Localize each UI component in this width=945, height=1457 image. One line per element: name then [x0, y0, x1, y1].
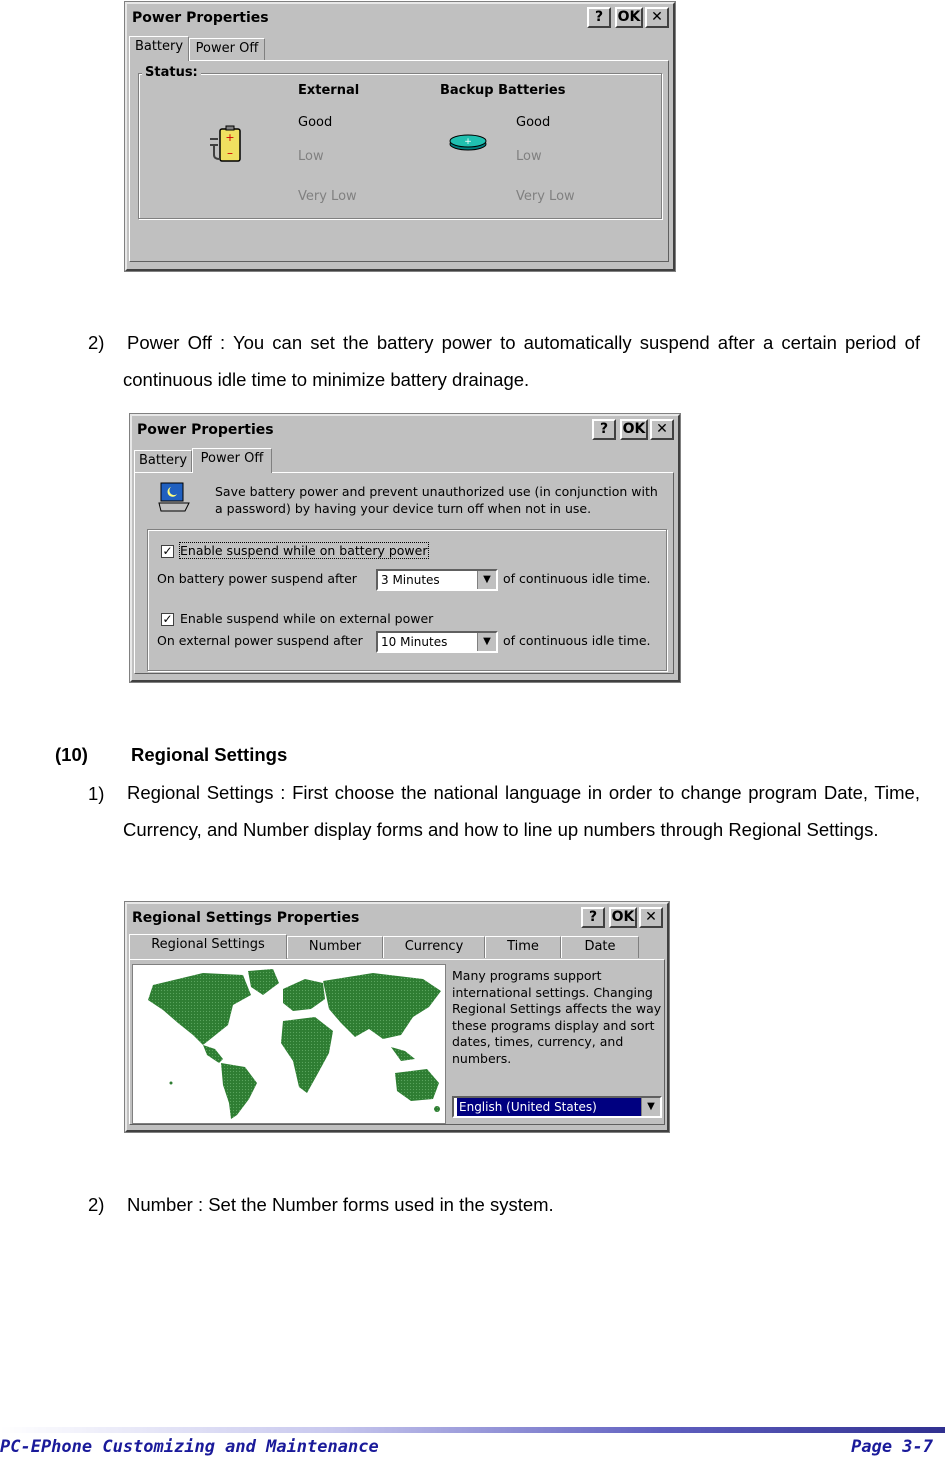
power-off-text: Power Off : You can set the battery power to automatically suspend after a certain period of continuous idle time to minimize battery drainage.	[123, 332, 920, 390]
item-number: 2)	[88, 1194, 105, 1215]
power-off-description: Save battery power and prevent unauthorized use (in conjunction with a password) by having your device turn off when not in use.	[215, 484, 658, 516]
backup-level-very-low: Very Low	[516, 189, 575, 204]
tab-date[interactable]: Date	[561, 936, 639, 958]
svg-text:+: +	[464, 137, 472, 147]
battery-suspend-checkbox-label[interactable]: Enable suspend while on battery power	[180, 543, 428, 558]
external-suspend-checkbox[interactable]: ✓	[162, 612, 173, 626]
suspend-device-icon	[157, 481, 193, 517]
battery-suspend-value: 3 Minutes	[381, 573, 440, 587]
external-suspend-select[interactable]	[376, 631, 498, 653]
tab-battery[interactable]: Battery	[129, 36, 189, 61]
regional-text: Regional Settings : First choose the national language in order to change program Date, Time, Currency, and Number display forms and how to line up numbers through Regional Settings.	[123, 782, 920, 840]
battery-suspend-select[interactable]	[376, 569, 498, 591]
help-button[interactable]: ?	[592, 419, 616, 440]
power-properties-power-off-dialog	[130, 414, 680, 682]
title-bar	[127, 904, 667, 932]
footer-rule	[0, 1427, 945, 1433]
external-level-very-low: Very Low	[298, 189, 357, 204]
backup-level-good: Good	[516, 115, 551, 130]
close-button[interactable]: ✕	[645, 7, 669, 28]
ok-button[interactable]: OK	[620, 419, 648, 440]
regional-settings-dialog	[125, 902, 669, 1132]
power-properties-battery-dialog	[125, 2, 675, 271]
help-button[interactable]: ?	[587, 7, 611, 28]
regional-paragraph	[123, 774, 920, 848]
section-number: (10)	[55, 744, 88, 765]
section-title: Regional Settings	[131, 744, 288, 765]
backup-battery-icon	[448, 133, 488, 155]
tab-time[interactable]: Time	[485, 936, 561, 958]
item-number: 2)	[88, 332, 105, 353]
tab-power-off[interactable]: Power Off	[192, 448, 272, 473]
title-bar	[127, 4, 673, 32]
chevron-down-icon[interactable]: ▼	[477, 633, 496, 651]
external-level-low: Low	[298, 149, 324, 164]
locale-value: English (United States)	[457, 1098, 641, 1116]
external-level-good: Good	[298, 115, 333, 130]
svg-text:–: –	[227, 146, 233, 160]
chevron-down-icon[interactable]: ▼	[641, 1098, 660, 1116]
item-number: 1)	[88, 783, 105, 804]
battery-suspend-label: On battery power suspend after	[157, 571, 357, 586]
tab-battery[interactable]: Battery	[134, 450, 192, 472]
tab-currency[interactable]: Currency	[383, 936, 485, 958]
number-text: Number : Set the Number forms used in the system.	[127, 1194, 554, 1215]
regional-description: Many programs support international settings. Changing Regional Settings affects the way these programs display and sort dates, times, currency, and numbers.	[452, 968, 662, 1066]
external-suspend-label: On external power suspend after	[157, 633, 363, 648]
tab-panel	[134, 472, 674, 674]
dialog-title: Power Properties	[132, 10, 269, 26]
battery-suspend-checkbox[interactable]: ✓	[162, 544, 173, 558]
power-off-paragraph	[123, 324, 920, 398]
tab-panel	[129, 959, 665, 1125]
locale-select[interactable]	[452, 1096, 662, 1118]
external-idle-suffix: of continuous idle time.	[503, 633, 651, 648]
status-legend: Status:	[142, 65, 201, 80]
ok-button[interactable]: OK	[609, 907, 637, 928]
dialog-title: Power Properties	[137, 422, 274, 438]
help-button[interactable]: ?	[581, 907, 605, 928]
ok-button[interactable]: OK	[615, 7, 643, 28]
external-heading: External	[298, 83, 360, 98]
footer-title: PC-EPhone Customizing and Maintenance	[0, 1437, 379, 1457]
tab-regional-settings[interactable]: Regional Settings	[129, 934, 287, 959]
svg-text:+: +	[225, 131, 235, 144]
dialog-title: Regional Settings Properties	[132, 910, 360, 926]
title-bar	[132, 416, 678, 444]
tab-panel	[129, 60, 669, 262]
external-suspend-checkbox-label[interactable]: Enable suspend while on external power	[180, 611, 434, 626]
backup-level-low: Low	[516, 149, 542, 164]
page-number: Page 3-7	[851, 1437, 933, 1457]
chevron-down-icon[interactable]: ▼	[477, 571, 496, 589]
external-suspend-value: 10 Minutes	[381, 635, 448, 649]
close-button[interactable]: ✕	[639, 907, 663, 928]
world-map	[132, 964, 446, 1124]
backup-heading: Backup Batteries	[440, 83, 566, 98]
close-button[interactable]: ✕	[650, 419, 674, 440]
battery-idle-suffix: of continuous idle time.	[503, 571, 651, 586]
tab-power-off[interactable]: Power Off	[189, 38, 265, 60]
tab-number[interactable]: Number	[287, 936, 383, 958]
external-battery-icon	[208, 125, 248, 169]
